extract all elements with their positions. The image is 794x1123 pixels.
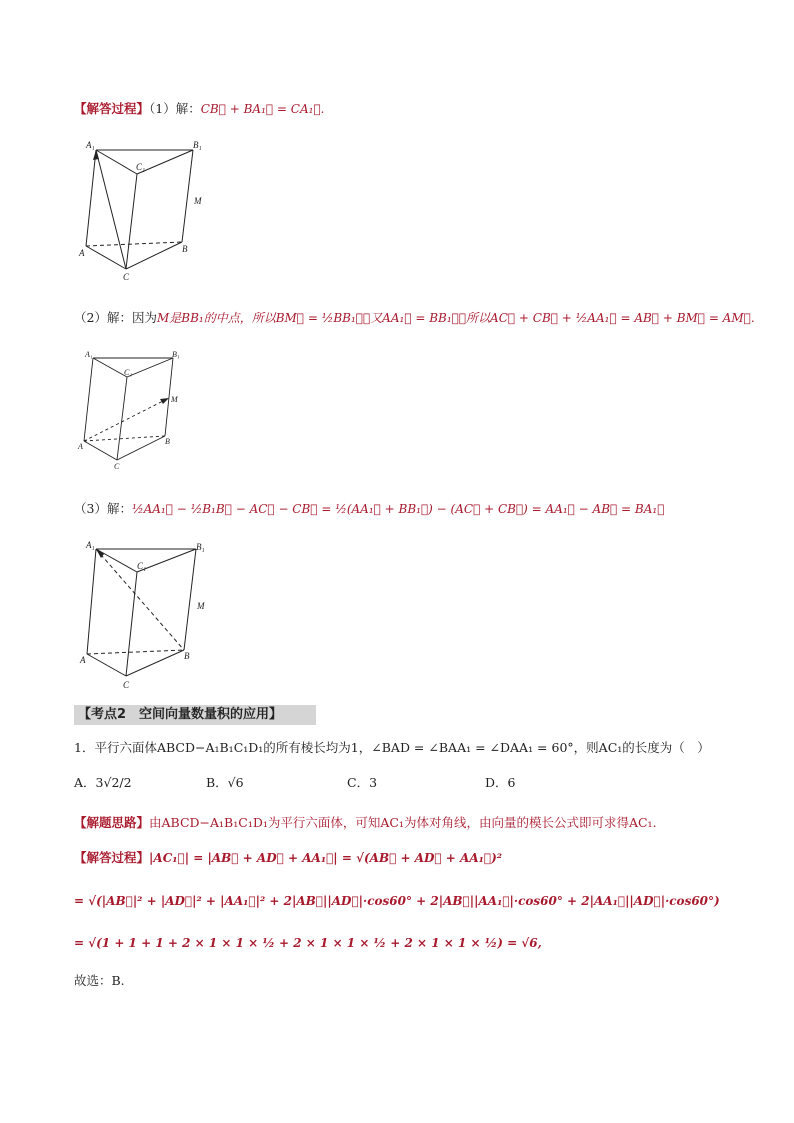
label-a: A: [79, 248, 85, 258]
section-heading: 【考点2 空间向量数量积的应用】: [74, 705, 316, 725]
label-a1: A₁: [86, 140, 95, 150]
part2-prefix: （2）解：因为: [74, 310, 157, 325]
label-b: B: [182, 244, 188, 254]
equation-2: = √(|AB⃗|² + |AD⃗|² + |AA₁⃗|² + 2|AB⃗||AD⃗|·cos60° + 2|AB⃗||AA₁⃗|·cos60° + 2|AA₁⃗||AD⃗|·cos60°): [74, 894, 720, 908]
label-c1: C₁: [124, 368, 133, 377]
equation-1: |AC₁⃗| = |AB⃗ + AD⃗ + AA₁⃗| = √(AB⃗ + AD⃗ + AA₁⃗)²: [149, 851, 503, 865]
label-a: A: [80, 655, 86, 665]
label-m: M: [194, 196, 202, 206]
label-a1: A₁: [86, 540, 95, 550]
prism-figure-3: [76, 537, 216, 692]
option-a: A．3√2/2: [74, 775, 132, 790]
label-b: B: [184, 651, 190, 661]
label-m: M: [171, 395, 178, 404]
hint-text: 由ABCD−A₁B₁C₁D₁为平行六面体，可知AC₁为体对角线，由向量的模长公式即可求得AC₁.: [149, 815, 657, 830]
part3-prefix: （3）解：: [74, 501, 132, 516]
part1-line: [74, 100, 324, 118]
solution-line-1: [74, 849, 502, 867]
prism-figure-2: [76, 348, 196, 473]
hint-tag: 【解题思路】: [74, 815, 150, 830]
part1-formula: CB⃗ + BA₁⃗ = CA₁⃗.: [200, 102, 325, 116]
part2-formula: M是BB₁的中点，所以BM⃗ = ½BB₁⃗，又AA₁⃗ = BB₁⃗，所以AC⃗ + CB⃗ + ½AA₁⃗ = AB⃗ + BM⃗ = AM⃗.: [156, 311, 755, 325]
option-b: B．√6: [206, 775, 244, 790]
part3-line: [74, 500, 664, 518]
label-a: A: [78, 442, 83, 451]
label-c1: C₁: [137, 561, 147, 571]
label-b1: B₁: [196, 542, 205, 552]
part1-prefix: （1）解：: [149, 101, 201, 116]
option-c: C．3: [347, 775, 378, 790]
label-m: M: [197, 601, 205, 611]
answer-line: 故选：B.: [74, 973, 125, 988]
label-b1: B₁: [172, 350, 180, 359]
part3-formula: ½AA₁⃗ − ½B₁B⃗ − AC⃗ − CB⃗ = ½(AA₁⃗ + BB₁⃗) − (AC⃗ + CB⃗) = AA₁⃗ − AB⃗ = BA₁⃗: [131, 502, 665, 516]
question-text: 1．平行六面体ABCD−A₁B₁C₁D₁的所有棱长均为1，∠BAD = ∠BAA₁ = ∠DAA₁ = 60°，则AC₁的长度为（ ）: [74, 740, 710, 755]
label-b1: B₁: [193, 140, 202, 150]
label-c: C: [123, 680, 130, 690]
solution-tag: 【解答过程】: [74, 850, 150, 865]
solution-line-3: [74, 934, 542, 952]
part2-line: [74, 309, 755, 327]
option-d: D．6: [485, 775, 516, 790]
label-c: C: [123, 272, 130, 282]
solution-line-2: [74, 892, 720, 910]
label-c: C: [114, 462, 120, 471]
label-b: B: [165, 437, 170, 446]
label-c1: C₁: [136, 162, 146, 172]
prism-figure-1: [76, 138, 216, 286]
equation-3: = √(1 + 1 + 1 + 2 × 1 × 1 × ½ + 2 × 1 × 1 × ½ + 2 × 1 × 1 × ½) = √6,: [74, 936, 542, 950]
label-a1: A₁: [85, 350, 93, 359]
question-1: [74, 739, 710, 757]
solution-tag: 【解答过程】: [74, 101, 150, 116]
hint-line: [74, 814, 657, 832]
